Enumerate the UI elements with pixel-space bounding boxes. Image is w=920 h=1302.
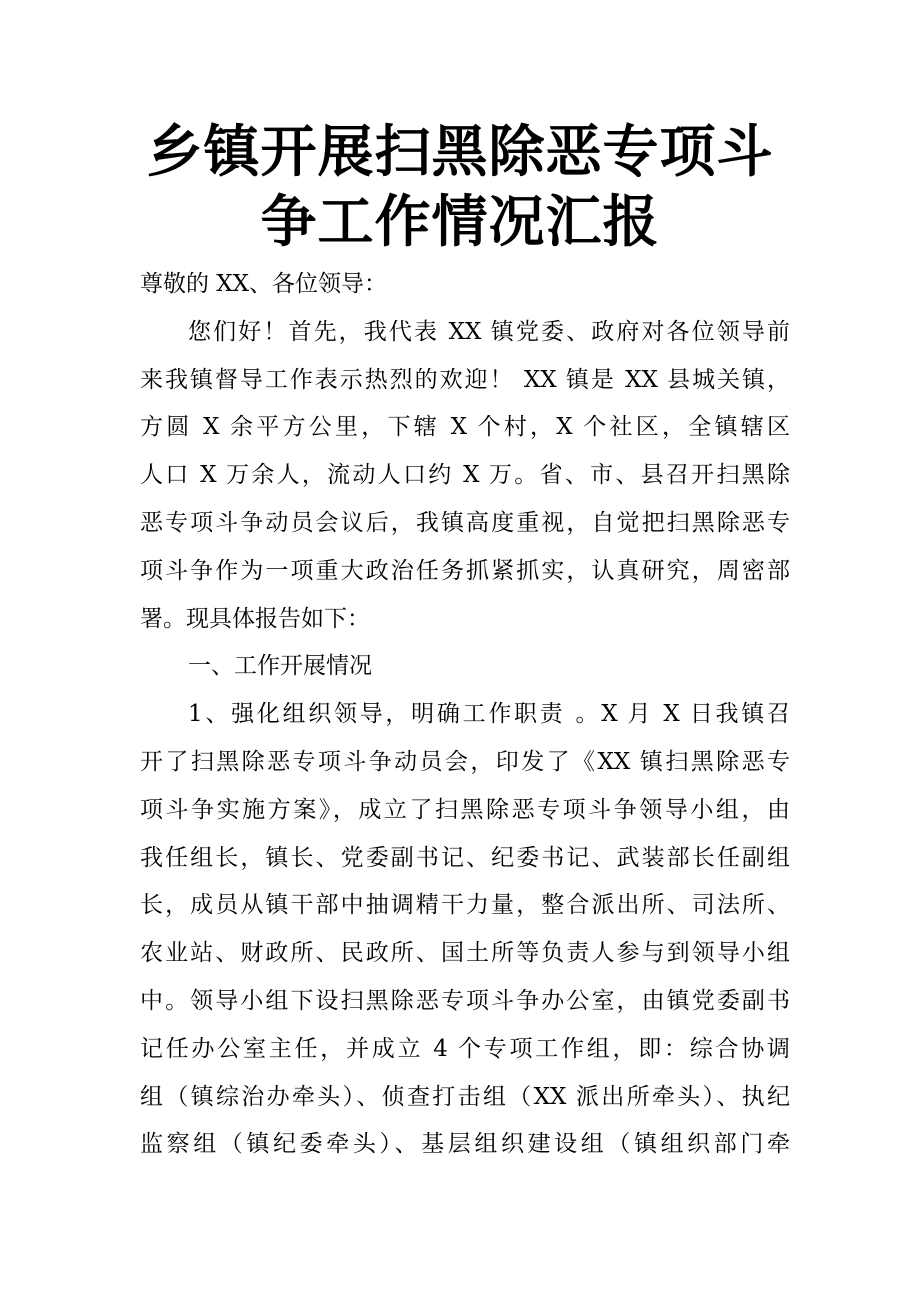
- document-body: [140, 261, 790, 1169]
- paragraph-line: 长，成员从镇干部中抽调精干力量，整合派出所、司法所、: [140, 892, 790, 919]
- paragraph-line: 恶专项斗争动员会议后，我镇高度重视，自觉把扫黑除恶专: [140, 509, 790, 536]
- paragraph-line: 记任办公室主任，并成立 4 个专项工作组，即：综合协调: [140, 1035, 790, 1062]
- paragraph-line: 中。领导小组下设扫黑除恶专项斗争办公室，由镇党委副书: [140, 987, 790, 1014]
- paragraph-line: 方圆 X 余平方公里，下辖 X 个村，X 个社区，全镇辖区: [140, 414, 790, 441]
- paragraph-line: 农业站、财政所、民政所、国土所等负责人参与到领导小组: [140, 940, 790, 967]
- document-title-line-2: 争工作情况汇报: [260, 190, 660, 255]
- paragraph-line: 人口 X 万余人，流动人口约 X 万。省、市、县召开扫黑除: [140, 462, 790, 489]
- paragraph-line: 我任组长，镇长、党委副书记、纪委书记、武装部长任副组: [140, 844, 790, 871]
- paragraph-line: 项斗争实施方案》，成立了扫黑除恶专项斗争领导小组，由: [140, 796, 790, 823]
- paragraph-line: 署。现具体报告如下：: [140, 605, 370, 632]
- paragraph-line: 监察组（镇纪委牵头）、基层组织建设组（镇组织部门牵: [140, 1131, 790, 1158]
- salutation: 尊敬的 XX、各位领导：: [140, 271, 388, 297]
- document-title-line-1: 乡镇开展扫黑除恶专项斗: [146, 120, 774, 185]
- paragraph-line: 组（镇综治办牵头）、侦查打击组（XX 派出所牵头）、执纪: [140, 1083, 790, 1110]
- paragraph-line: 来我镇督导工作表示热烈的欢迎！ XX 镇是 XX 县城关镇，: [140, 366, 790, 393]
- paragraph-line: 开了扫黑除恶专项斗争动员会，印发了《XX 镇扫黑除恶专: [140, 748, 790, 775]
- paragraph-line: 1、强化组织领导，明确工作职责 。X 月 X 日我镇召: [188, 701, 790, 728]
- section-heading: 一、工作开展情况: [188, 653, 372, 680]
- paragraph-line: 您们好！首先，我代表 XX 镇党委、政府对各位领导前: [188, 318, 790, 345]
- paragraph-line: 项斗争作为一项重大政治任务抓紧抓实，认真研究，周密部: [140, 557, 790, 584]
